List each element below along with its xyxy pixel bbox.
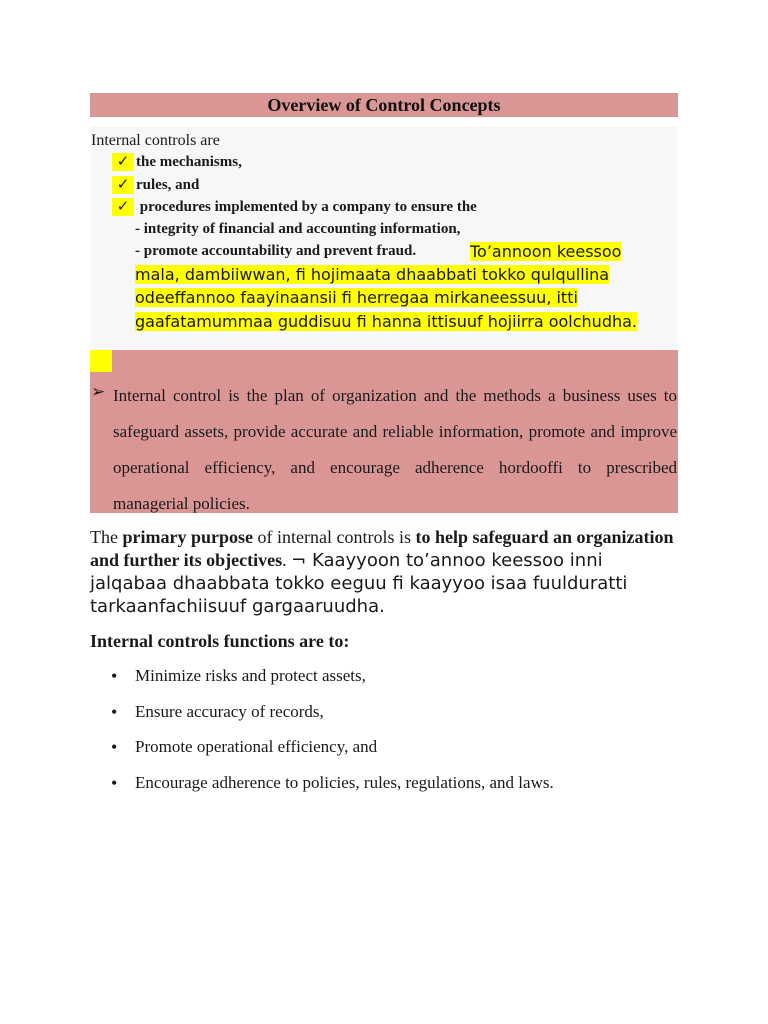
section-title: Overview of Control Concepts [90,93,678,117]
list-item [111,702,324,723]
highlight-marker [90,350,112,372]
bullet-icon: • [111,702,118,722]
list-item-label: Promote operational efficiency, and [135,737,378,756]
check-item-1 [112,152,242,172]
purpose-bold: to help safeguard an organization and further its objectives [90,527,674,570]
check-item-label: procedures implemented by a company to ensure the [136,199,477,215]
bullet-icon: • [111,737,118,757]
checkmark-icon: ✓ [112,176,134,194]
list-item [111,666,366,687]
list-item [111,737,377,758]
functions-heading: Internal controls functions are to: [90,631,350,651]
check-item-2 [112,175,199,195]
bullet-icon: • [111,666,118,686]
list-item [111,773,554,794]
detail-line-2: - promote accountability and prevent fraud. [135,243,417,259]
list-item-label: Ensure accuracy of records, [135,702,324,721]
check-item-3 [112,197,477,217]
purpose-bold: primary purpose [122,527,253,547]
checkmark-icon: ✓ [112,198,134,216]
purpose-text: . [282,550,292,570]
purpose-text: of internal controls is [252,527,416,547]
check-item-label: rules, and [136,177,200,193]
bullet-icon: • [111,773,118,793]
list-item-label: Encourage adherence to policies, rules, regulations, and laws. [135,773,554,792]
internal-control-definition: Internal control is the plan of organization and the methods a business uses to safeguard assets, provide accurate and reliable information, promote and improve operational efficiency, and encourage adherence hordooffi to prescribed managerial policies. [113,386,677,513]
purpose-text: The [90,527,123,547]
checkmark-icon: ✓ [112,153,134,171]
highlighted-translation: To’annoon keessoo mala, dambiiwwan, fi hojimaata dhaabbati tokko qulqullina odeeffannoo faayinaansii fi herregaa mirkaneessuu, itti gaafatamummaa guddisuu fi hanna ittisuuf hojiirra oolchudha. [135,242,638,331]
purpose-translation: ¬ Kaayyoon to’annoo keessoo inni jalqabaa dhaabbata tokko eeguu fi kaayyoo isaa fuulduratti tarkaanfachiisuuf gargaaruudha. [90,550,628,617]
detail-line-1: - integrity of financial and accounting information, [135,221,461,237]
arrow-bullet-icon: ➢ [91,382,106,401]
intro-text: Internal controls are [91,132,220,149]
list-item-label: Minimize risks and protect assets, [135,666,366,685]
check-item-label: the mechanisms, [136,154,242,170]
purpose-paragraph [90,526,680,618]
oromo-translation [135,241,665,334]
